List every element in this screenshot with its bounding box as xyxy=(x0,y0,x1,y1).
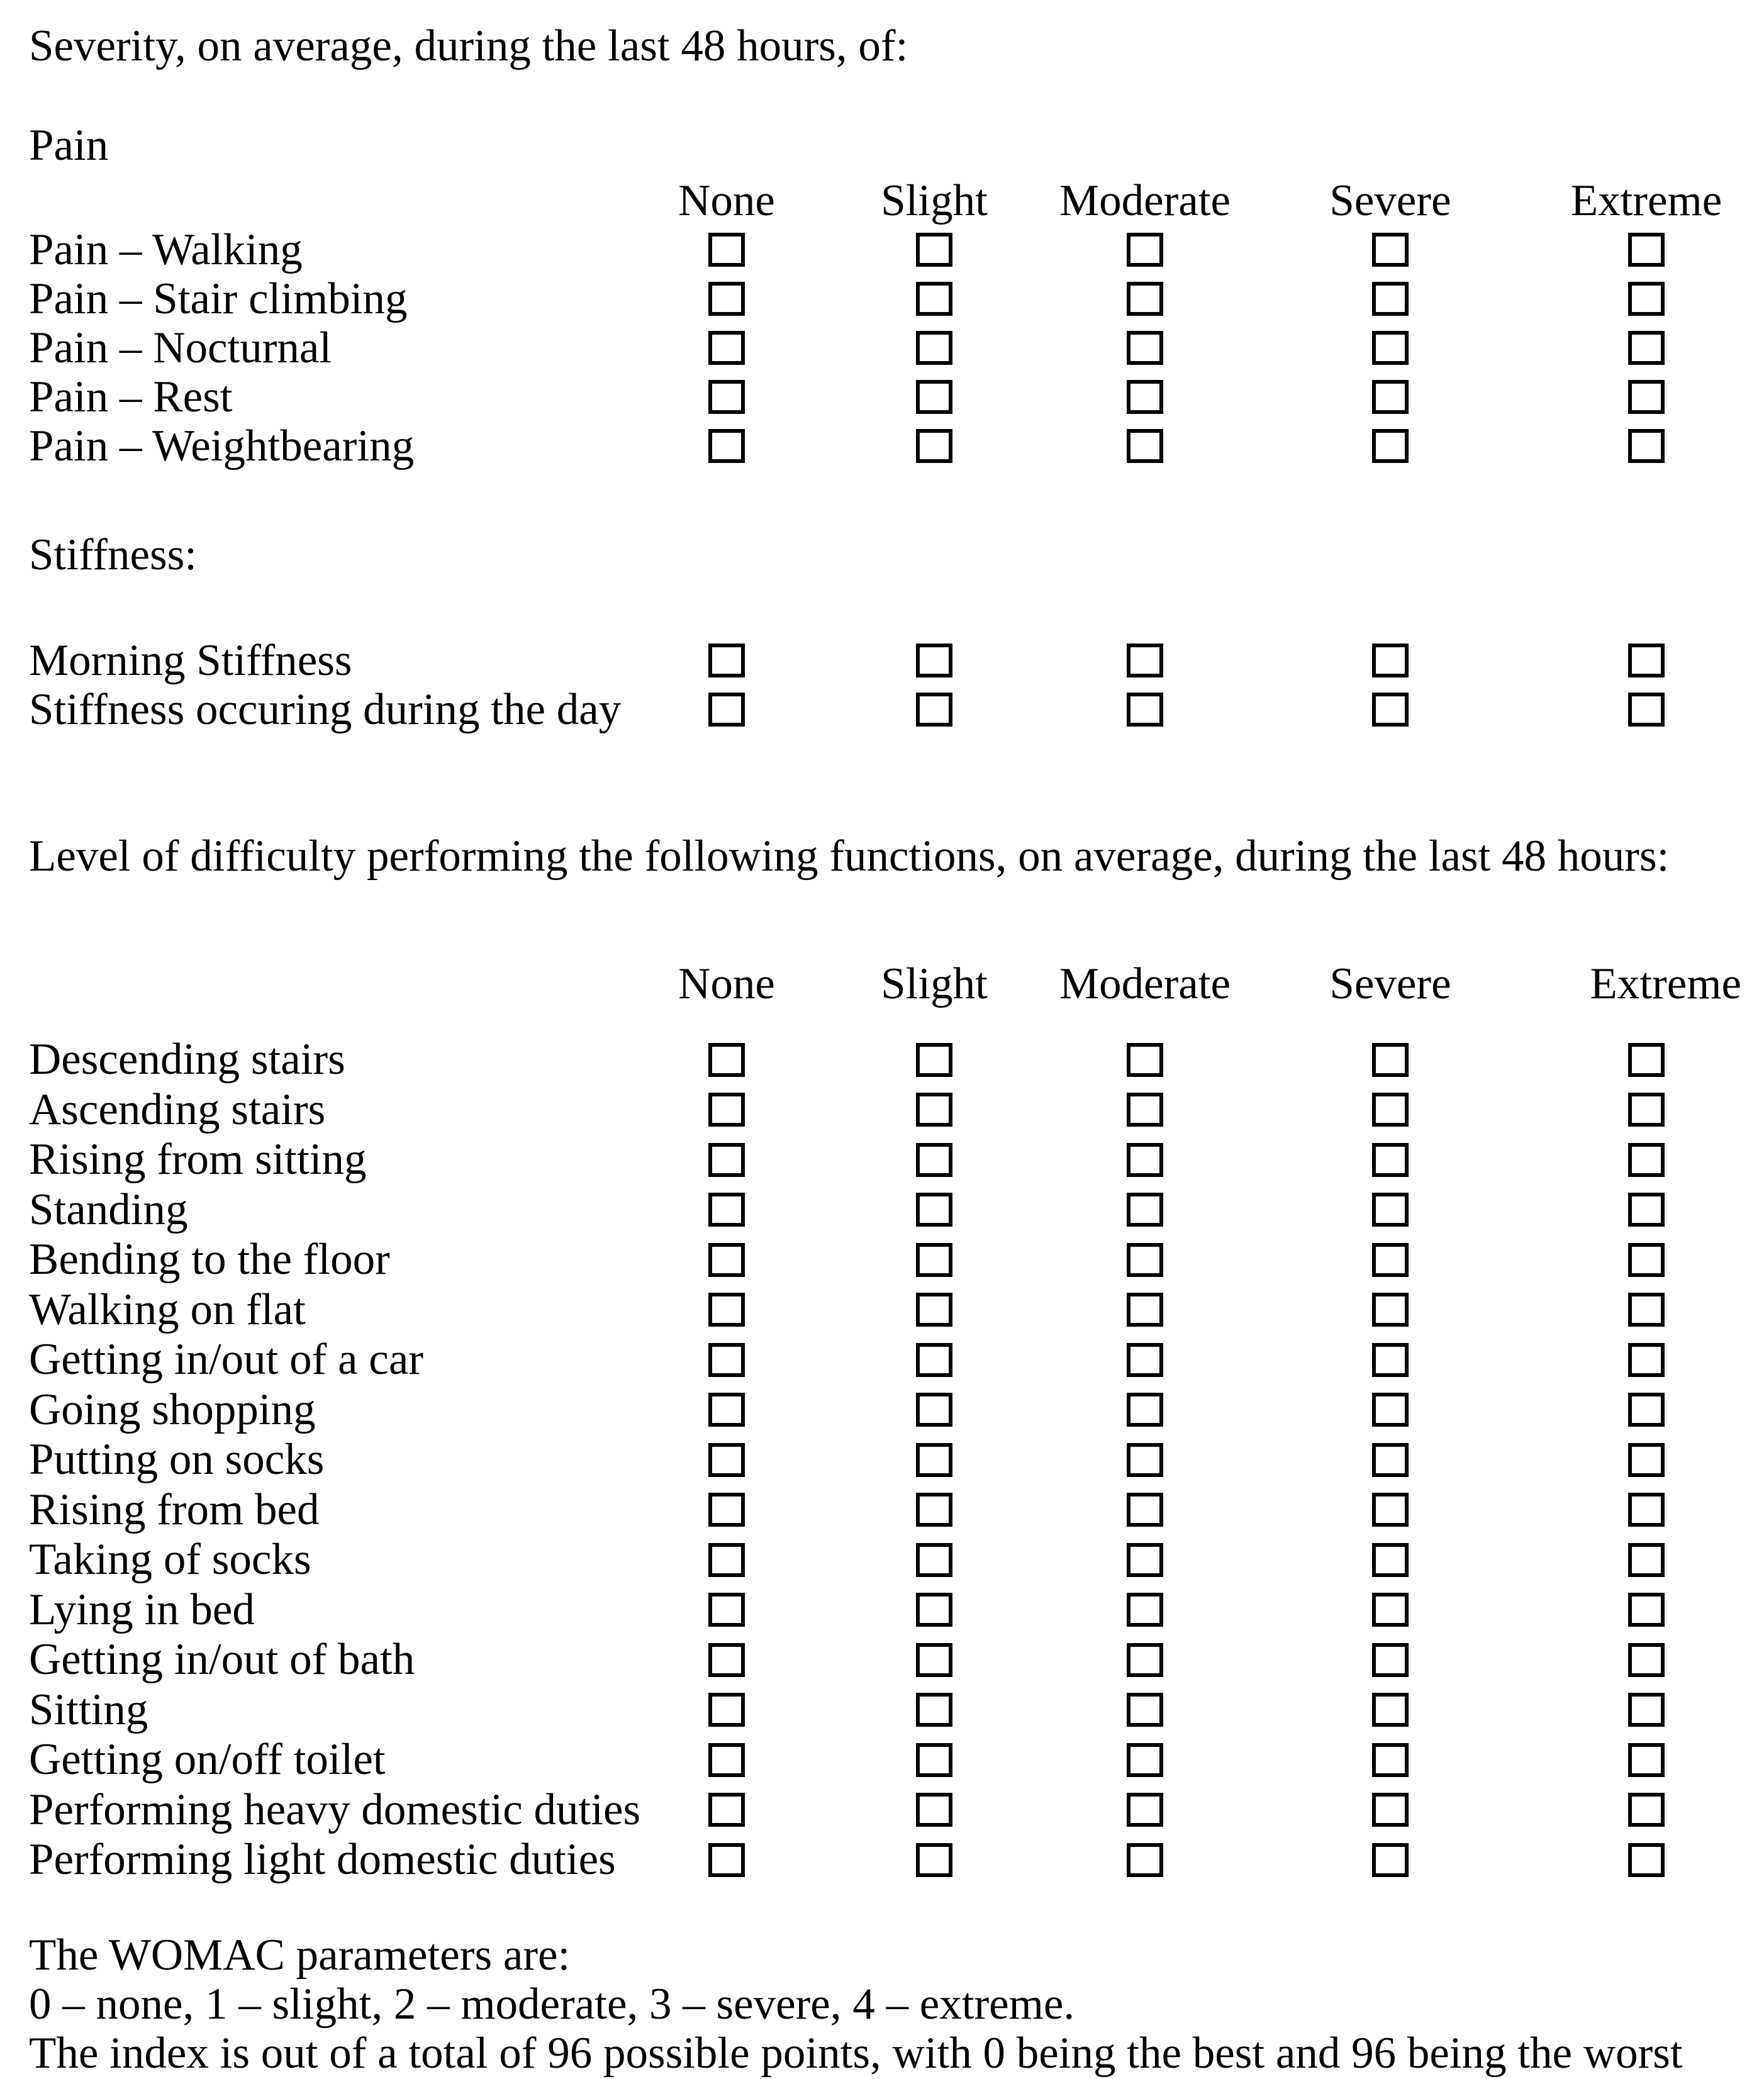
checkbox-function-going-shopping-moderate[interactable] xyxy=(1127,1393,1163,1427)
checkbox-function-getting-in-out-of-a-car-severe[interactable] xyxy=(1372,1343,1409,1377)
table-row-performing-light-domestic-duties xyxy=(0,1835,1764,1885)
checkbox-function-performing-light-domestic-duties-slight[interactable] xyxy=(916,1843,952,1877)
table-row-getting-on-off-toilet xyxy=(0,1735,1764,1785)
checkbox-function-getting-on-off-toilet-none[interactable] xyxy=(708,1743,745,1777)
row-label: Ascending stairs xyxy=(29,1084,326,1134)
checkbox-pain-pain-stair-climbing-severe[interactable] xyxy=(1372,282,1409,316)
checkbox-pain-pain-nocturnal-extreme[interactable] xyxy=(1628,331,1665,365)
row-label: Pain – Walking xyxy=(29,225,303,274)
checkbox-function-getting-on-off-toilet-severe[interactable] xyxy=(1372,1743,1409,1777)
table-row-sitting xyxy=(0,1685,1764,1736)
checkbox-function-lying-in-bed-slight[interactable] xyxy=(916,1593,952,1627)
checkbox-function-putting-on-socks-moderate[interactable] xyxy=(1127,1443,1163,1477)
checkbox-function-going-shopping-severe[interactable] xyxy=(1372,1393,1409,1427)
stiffness-section-heading: Stiffness: xyxy=(29,530,197,579)
row-label: Getting in/out of a car xyxy=(29,1335,423,1385)
checkbox-function-getting-in-out-of-bath-severe[interactable] xyxy=(1372,1643,1409,1677)
checkbox-function-lying-in-bed-moderate[interactable] xyxy=(1127,1593,1163,1627)
row-label: Getting on/off toilet xyxy=(29,1735,386,1785)
checkbox-function-rising-from-sitting-severe[interactable] xyxy=(1372,1143,1409,1177)
checkbox-pain-pain-weightbearing-none[interactable] xyxy=(708,429,745,463)
checkbox-function-getting-in-out-of-a-car-slight[interactable] xyxy=(916,1343,952,1377)
checkbox-pain-pain-stair-climbing-none[interactable] xyxy=(708,282,745,316)
checkbox-pain-pain-walking-severe[interactable] xyxy=(1372,233,1409,267)
row-label: Rising from sitting xyxy=(29,1135,367,1184)
checkbox-function-getting-in-out-of-a-car-none[interactable] xyxy=(708,1343,745,1377)
checkbox-pain-pain-stair-climbing-extreme[interactable] xyxy=(1628,282,1665,316)
row-label: Putting on socks xyxy=(29,1435,325,1485)
function-column-headers xyxy=(0,959,1764,1008)
column-header-slight: Slight xyxy=(881,959,988,1008)
checkbox-function-sitting-extreme[interactable] xyxy=(1628,1693,1665,1727)
checkbox-function-performing-light-domestic-duties-moderate[interactable] xyxy=(1127,1843,1163,1877)
checkbox-function-rising-from-sitting-moderate[interactable] xyxy=(1127,1143,1163,1177)
row-label: Lying in bed xyxy=(29,1585,255,1634)
column-header-none: None xyxy=(678,959,775,1008)
checkbox-function-ascending-stairs-moderate[interactable] xyxy=(1127,1093,1163,1127)
table-row-ascending-stairs xyxy=(0,1085,1764,1135)
checkbox-pain-pain-nocturnal-severe[interactable] xyxy=(1372,331,1409,365)
row-label: Standing xyxy=(29,1184,188,1234)
table-row-pain-rest xyxy=(0,372,1764,421)
checkbox-function-lying-in-bed-none[interactable] xyxy=(708,1593,745,1627)
row-label: Pain – Stair climbing xyxy=(29,274,408,323)
checkbox-pain-pain-nocturnal-slight[interactable] xyxy=(916,331,952,365)
table-row-bending-to-the-floor xyxy=(0,1235,1764,1285)
checkbox-function-standing-slight[interactable] xyxy=(916,1193,952,1227)
checkbox-function-putting-on-socks-slight[interactable] xyxy=(916,1443,952,1477)
table-row-descending-stairs xyxy=(0,1035,1764,1085)
checkbox-pain-pain-rest-none[interactable] xyxy=(708,380,745,414)
checkbox-stiffness-morning-stiffness-moderate[interactable] xyxy=(1127,644,1163,677)
checkbox-function-taking-of-socks-slight[interactable] xyxy=(916,1543,952,1577)
table-row-performing-heavy-domestic-duties xyxy=(0,1785,1764,1836)
row-label: Walking on flat xyxy=(29,1285,306,1334)
checkbox-function-ascending-stairs-extreme[interactable] xyxy=(1628,1093,1665,1127)
checkbox-pain-pain-walking-moderate[interactable] xyxy=(1127,233,1163,267)
checkbox-function-rising-from-bed-moderate[interactable] xyxy=(1127,1493,1163,1527)
checkbox-stiffness-morning-stiffness-none[interactable] xyxy=(708,644,745,677)
checkbox-pain-pain-stair-climbing-moderate[interactable] xyxy=(1127,282,1163,316)
row-label: Rising from bed xyxy=(29,1485,320,1534)
checkbox-function-performing-light-domestic-duties-severe[interactable] xyxy=(1372,1843,1409,1877)
column-header-slight: Slight xyxy=(881,176,988,225)
checkbox-pain-pain-weightbearing-severe[interactable] xyxy=(1372,429,1409,463)
stiffness-table xyxy=(0,636,1764,734)
checkbox-function-descending-stairs-extreme[interactable] xyxy=(1628,1043,1665,1077)
checkbox-stiffness-morning-stiffness-slight[interactable] xyxy=(916,644,952,677)
checkbox-function-putting-on-socks-severe[interactable] xyxy=(1372,1443,1409,1477)
checkbox-pain-pain-walking-extreme[interactable] xyxy=(1628,233,1665,267)
pain-table xyxy=(0,225,1764,471)
checkbox-pain-pain-stair-climbing-slight[interactable] xyxy=(916,282,952,316)
table-row-standing xyxy=(0,1185,1764,1235)
row-label: Taking of socks xyxy=(29,1535,311,1585)
table-row-going-shopping xyxy=(0,1385,1764,1435)
checkbox-function-standing-extreme[interactable] xyxy=(1628,1193,1665,1227)
checkbox-function-going-shopping-slight[interactable] xyxy=(916,1393,952,1427)
checkbox-function-rising-from-bed-slight[interactable] xyxy=(916,1493,952,1527)
checkbox-function-ascending-stairs-none[interactable] xyxy=(708,1093,745,1127)
checkbox-function-lying-in-bed-severe[interactable] xyxy=(1372,1593,1409,1627)
footer-index-note: The index is out of a total of 96 possible points, with 0 being the best and 96 being the worst xyxy=(29,2028,1683,2078)
checkbox-stiffness-stiffness-occuring-during-the-day-none[interactable] xyxy=(708,693,745,727)
checkbox-function-going-shopping-none[interactable] xyxy=(708,1393,745,1427)
checkbox-function-performing-heavy-domestic-duties-slight[interactable] xyxy=(916,1793,952,1827)
table-row-stiffness-occuring-during-the-day xyxy=(0,685,1764,734)
checkbox-function-walking-on-flat-severe[interactable] xyxy=(1372,1293,1409,1327)
footer-notes xyxy=(0,1931,1764,2078)
checkbox-function-taking-of-socks-extreme[interactable] xyxy=(1628,1543,1665,1577)
checkbox-function-sitting-severe[interactable] xyxy=(1372,1693,1409,1727)
checkbox-function-performing-heavy-domestic-duties-moderate[interactable] xyxy=(1127,1793,1163,1827)
checkbox-function-getting-in-out-of-a-car-moderate[interactable] xyxy=(1127,1343,1163,1377)
checkbox-pain-pain-walking-none[interactable] xyxy=(708,233,745,267)
column-header-severe: Severe xyxy=(1329,176,1451,225)
table-row-walking-on-flat xyxy=(0,1285,1764,1335)
checkbox-pain-pain-walking-slight[interactable] xyxy=(916,233,952,267)
table-row-pain-weightbearing xyxy=(0,421,1764,471)
table-row-putting-on-socks xyxy=(0,1435,1764,1485)
table-row-pain-nocturnal xyxy=(0,323,1764,372)
checkbox-function-getting-on-off-toilet-moderate[interactable] xyxy=(1127,1743,1163,1777)
checkbox-function-rising-from-sitting-extreme[interactable] xyxy=(1628,1143,1665,1177)
checkbox-stiffness-morning-stiffness-extreme[interactable] xyxy=(1628,644,1665,677)
checkbox-function-taking-of-socks-moderate[interactable] xyxy=(1127,1543,1163,1577)
table-row-getting-in-out-of-a-car xyxy=(0,1335,1764,1385)
checkbox-function-taking-of-socks-none[interactable] xyxy=(708,1543,745,1577)
pain-section-heading: Pain xyxy=(29,121,109,170)
checkbox-function-bending-to-the-floor-severe[interactable] xyxy=(1372,1243,1409,1277)
row-label: Performing light domestic duties xyxy=(29,1835,616,1885)
footer-parameters-title: The WOMAC parameters are: xyxy=(29,1930,571,1980)
checkbox-function-performing-heavy-domestic-duties-none[interactable] xyxy=(708,1793,745,1827)
column-header-extreme: Extreme xyxy=(1570,176,1722,225)
checkbox-pain-pain-weightbearing-slight[interactable] xyxy=(916,429,952,463)
checkbox-function-walking-on-flat-none[interactable] xyxy=(708,1293,745,1327)
checkbox-function-standing-none[interactable] xyxy=(708,1193,745,1227)
checkbox-function-descending-stairs-none[interactable] xyxy=(708,1043,745,1077)
checkbox-function-descending-stairs-moderate[interactable] xyxy=(1127,1043,1163,1077)
checkbox-function-putting-on-socks-extreme[interactable] xyxy=(1628,1443,1665,1477)
row-label: Stiffness occuring during the day xyxy=(29,684,622,734)
column-header-moderate: Moderate xyxy=(1059,176,1231,225)
checkbox-function-bending-to-the-floor-slight[interactable] xyxy=(916,1243,952,1277)
checkbox-function-rising-from-sitting-slight[interactable] xyxy=(916,1143,952,1177)
checkbox-function-getting-in-out-of-bath-slight[interactable] xyxy=(916,1643,952,1677)
checkbox-function-walking-on-flat-slight[interactable] xyxy=(916,1293,952,1327)
checkbox-function-putting-on-socks-none[interactable] xyxy=(708,1443,745,1477)
column-header-severe: Severe xyxy=(1329,959,1451,1008)
checkbox-function-sitting-moderate[interactable] xyxy=(1127,1693,1163,1727)
table-row-lying-in-bed xyxy=(0,1585,1764,1636)
checkbox-function-bending-to-the-floor-extreme[interactable] xyxy=(1628,1243,1665,1277)
checkbox-stiffness-stiffness-occuring-during-the-day-extreme[interactable] xyxy=(1628,693,1665,727)
checkbox-function-rising-from-bed-none[interactable] xyxy=(708,1493,745,1527)
column-header-moderate: Moderate xyxy=(1059,959,1231,1008)
checkbox-function-performing-heavy-domestic-duties-severe[interactable] xyxy=(1372,1793,1409,1827)
checkbox-function-rising-from-bed-severe[interactable] xyxy=(1372,1493,1409,1527)
checkbox-function-walking-on-flat-moderate[interactable] xyxy=(1127,1293,1163,1327)
table-row-rising-from-bed xyxy=(0,1485,1764,1536)
checkbox-pain-pain-nocturnal-none[interactable] xyxy=(708,331,745,365)
checkbox-function-getting-in-out-of-bath-extreme[interactable] xyxy=(1628,1643,1665,1677)
checkbox-function-standing-severe[interactable] xyxy=(1372,1193,1409,1227)
checkbox-function-getting-in-out-of-a-car-extreme[interactable] xyxy=(1628,1343,1665,1377)
row-label: Sitting xyxy=(29,1685,148,1734)
checkbox-function-bending-to-the-floor-none[interactable] xyxy=(708,1243,745,1277)
checkbox-function-descending-stairs-severe[interactable] xyxy=(1372,1043,1409,1077)
row-label: Descending stairs xyxy=(29,1035,345,1084)
table-row-morning-stiffness xyxy=(0,636,1764,685)
checkbox-function-sitting-none[interactable] xyxy=(708,1693,745,1727)
checkbox-pain-pain-nocturnal-moderate[interactable] xyxy=(1127,331,1163,365)
checkbox-function-performing-light-domestic-duties-none[interactable] xyxy=(708,1843,745,1877)
checkbox-function-descending-stairs-slight[interactable] xyxy=(916,1043,952,1077)
checkbox-pain-pain-weightbearing-extreme[interactable] xyxy=(1628,429,1665,463)
checkbox-stiffness-morning-stiffness-severe[interactable] xyxy=(1372,644,1409,677)
row-label: Getting in/out of bath xyxy=(29,1635,415,1685)
checkbox-function-bending-to-the-floor-moderate[interactable] xyxy=(1127,1243,1163,1277)
row-label: Bending to the floor xyxy=(29,1235,390,1285)
table-row-rising-from-sitting xyxy=(0,1135,1764,1185)
checkbox-function-sitting-slight[interactable] xyxy=(916,1693,952,1727)
table-row-getting-in-out-of-bath xyxy=(0,1635,1764,1685)
row-label: Pain – Nocturnal xyxy=(29,323,332,372)
checkbox-function-rising-from-sitting-none[interactable] xyxy=(708,1143,745,1177)
checkbox-function-lying-in-bed-extreme[interactable] xyxy=(1628,1593,1665,1627)
checkbox-pain-pain-weightbearing-moderate[interactable] xyxy=(1127,429,1163,463)
checkbox-pain-pain-rest-extreme[interactable] xyxy=(1628,380,1665,414)
checkbox-function-taking-of-socks-severe[interactable] xyxy=(1372,1543,1409,1577)
checkbox-function-rising-from-bed-extreme[interactable] xyxy=(1628,1493,1665,1527)
row-label: Pain – Rest xyxy=(29,372,233,421)
checkbox-pain-pain-rest-severe[interactable] xyxy=(1372,380,1409,414)
column-header-none: None xyxy=(678,176,775,225)
checkbox-function-getting-in-out-of-bath-moderate[interactable] xyxy=(1127,1643,1163,1677)
checkbox-function-getting-on-off-toilet-slight[interactable] xyxy=(916,1743,952,1777)
checkbox-stiffness-stiffness-occuring-during-the-day-severe[interactable] xyxy=(1372,693,1409,727)
checkbox-pain-pain-rest-slight[interactable] xyxy=(916,380,952,414)
row-label: Going shopping xyxy=(29,1385,316,1434)
table-row-pain-walking xyxy=(0,225,1764,274)
checkbox-function-getting-on-off-toilet-extreme[interactable] xyxy=(1628,1743,1665,1777)
checkbox-function-performing-light-domestic-duties-extreme[interactable] xyxy=(1628,1843,1665,1877)
checkbox-function-ascending-stairs-severe[interactable] xyxy=(1372,1093,1409,1127)
table-row-pain-stair-climbing xyxy=(0,274,1764,323)
table-row-taking-of-socks xyxy=(0,1535,1764,1585)
checkbox-stiffness-stiffness-occuring-during-the-day-slight[interactable] xyxy=(916,693,952,727)
checkbox-function-walking-on-flat-extreme[interactable] xyxy=(1628,1293,1665,1327)
checkbox-function-standing-moderate[interactable] xyxy=(1127,1193,1163,1227)
checkbox-stiffness-stiffness-occuring-during-the-day-moderate[interactable] xyxy=(1127,693,1163,727)
pain-column-headers xyxy=(0,176,1764,225)
checkbox-pain-pain-rest-moderate[interactable] xyxy=(1127,380,1163,414)
row-label: Performing heavy domestic duties xyxy=(29,1785,641,1834)
row-label: Pain – Weightbearing xyxy=(29,421,415,471)
function-table xyxy=(0,1035,1764,1885)
row-label: Morning Stiffness xyxy=(29,635,352,685)
page-title: Severity, on average, during the last 48 hours, of: xyxy=(29,21,908,70)
function-section-heading: Level of difficulty performing the following functions, on average, during the last 48 hours: xyxy=(29,832,1670,881)
footer-parameters-scale: 0 – none, 1 – slight, 2 – moderate, 3 – severe, 4 – extreme. xyxy=(29,1979,1075,2029)
checkbox-function-ascending-stairs-slight[interactable] xyxy=(916,1093,952,1127)
checkbox-function-getting-in-out-of-bath-none[interactable] xyxy=(708,1643,745,1677)
checkbox-function-going-shopping-extreme[interactable] xyxy=(1628,1393,1665,1427)
checkbox-function-performing-heavy-domestic-duties-extreme[interactable] xyxy=(1628,1793,1665,1827)
column-header-extreme: Extreme xyxy=(1590,959,1741,1008)
